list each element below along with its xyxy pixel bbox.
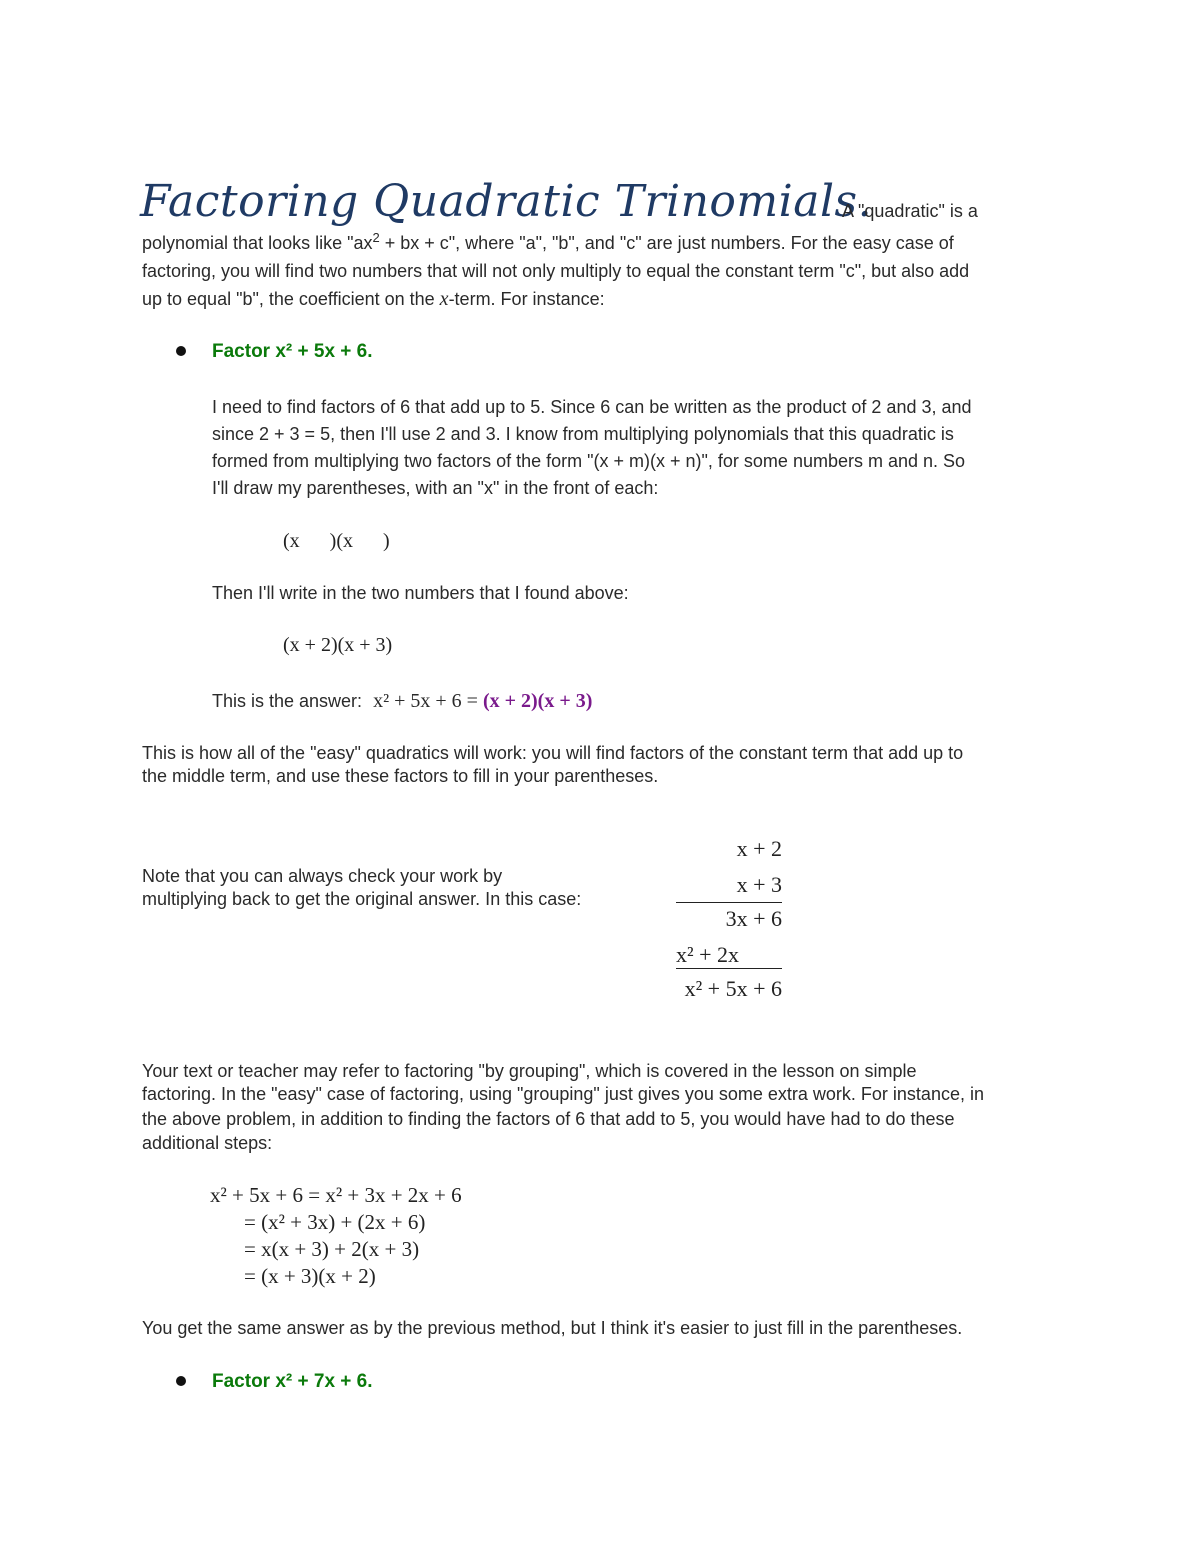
check-row: 3x + 6	[725, 906, 782, 931]
filled-parentheses: (x + 2)(x + 3)	[283, 634, 393, 656]
grouping-line: factoring. In the "easy" case of factoring, using "grouping" just gives you some extra work. For instance, in	[142, 1084, 984, 1104]
answer-line: This is the answer: x² + 5x + 6 = (x + 2)(x + 3)	[212, 690, 593, 712]
bullet-icon	[176, 1376, 186, 1386]
example-paragraph-line: formed from multiplying two factors of the form "(x + m)(x + n)", for some numbers m and n. So	[212, 451, 966, 471]
example-paragraph-line: since 2 + 3 = 5, then I'll use 2 and 3. I know from multiplying polynomials that this quadratic is	[212, 424, 954, 444]
grouping-line: Your text or teacher may refer to factoring "by grouping", which is covered in the lesson on simple	[142, 1061, 917, 1081]
page-title: Factoring Quadratic Trinomials.	[140, 176, 873, 227]
grouping-step: = x(x + 3) + 2(x + 3)	[244, 1237, 420, 1261]
divider	[676, 902, 782, 903]
check-row: x + 2	[736, 836, 782, 861]
divider	[676, 968, 782, 969]
check-row: x² + 2x	[676, 942, 740, 967]
grouping-step: = (x² + 3x) + (2x + 6)	[244, 1210, 426, 1234]
check-text-line: Note that you can always check your work by	[142, 866, 503, 886]
summary-line: the middle term, and use these factors to fill in your parentheses.	[142, 766, 659, 786]
bullet-icon	[176, 346, 186, 356]
check-row: x² + 5x + 6	[684, 976, 782, 1001]
intro-line-1: A "quadratic" is a	[842, 201, 978, 221]
blank-parentheses: (x )(x )	[283, 530, 390, 552]
grouping-line: the above problem, in addition to finding the factors of 6 that add to 5, you would have had to do these	[142, 1109, 955, 1129]
check-text-line: multiplying back to get the original answer. In this case:	[142, 889, 582, 909]
then-text: Then I'll write in the two numbers that I found above:	[212, 583, 629, 603]
intro-line-3: factoring, you will find two numbers that will not only multiply to equal the constant term "c", but also add	[142, 261, 970, 281]
example-paragraph-line: I need to find factors of 6 that add up to 5. Since 6 can be written as the product of 2 and 3, and	[212, 397, 972, 417]
check-row: x + 3	[736, 872, 782, 897]
intro-line-4: up to equal "b", the coefficient on the x-term. For instance:	[142, 288, 605, 310]
grouping-line: additional steps:	[142, 1133, 273, 1153]
grouping-step: x² + 5x + 6 = x² + 3x + 2x + 6	[210, 1183, 462, 1207]
intro-line-2: polynomial that looks like "$ax^2$ + bx + c", where "a", "b", and "c" are just numbers. For the easy case of	[142, 230, 954, 253]
grouping-step: = (x + 3)(x + 2)	[244, 1264, 376, 1288]
summary-line: This is how all of the "easy" quadratics will work: you will find factors of the constant term that add up to	[142, 743, 964, 763]
example-heading: Factor x² + 7x + 6.	[212, 1371, 373, 1392]
grouping-conclusion: You get the same answer as by the previous method, but I think it's easier to just fill in the parentheses.	[142, 1318, 963, 1338]
example-heading: Factor x² + 5x + 6.	[212, 341, 373, 362]
example-paragraph-line: I'll draw my parentheses, with an "x" in the front of each:	[212, 478, 659, 498]
